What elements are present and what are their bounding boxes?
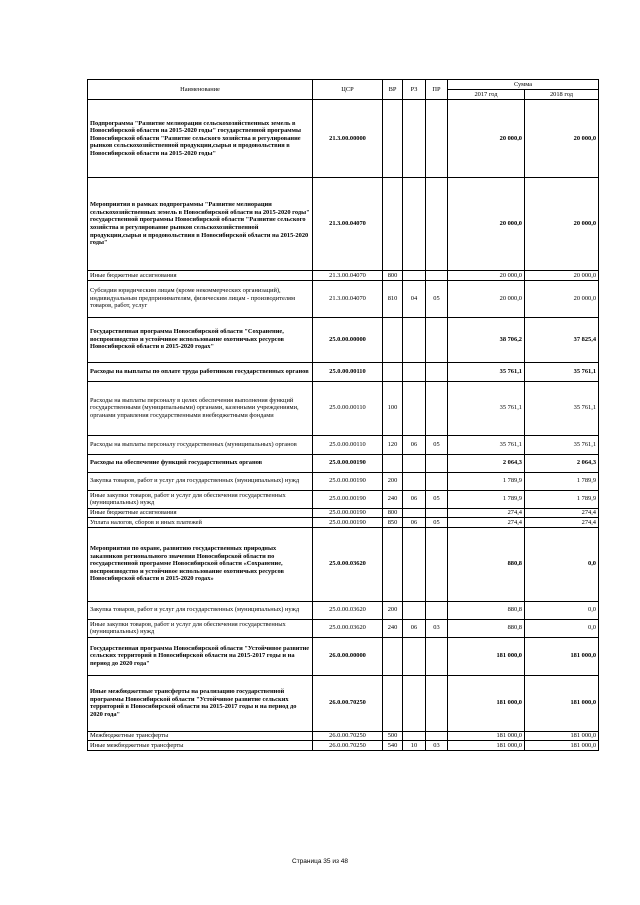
header-year-2017: 2017 год: [448, 90, 525, 100]
row-vr: 500: [383, 731, 403, 741]
row-pr: [426, 675, 448, 731]
row-name: Подпрограмма "Развитие мелиорации сельскохозяйственных земель в Новосибирской области на 2015-2020 годы" государственной программы Новосибирской области "Развитие сельского хозяйства и регулирование рынков сельскохозяйственной продукции,сырья и продовольствия в Новосибирской области на 2015-2020 годы": [88, 100, 313, 178]
budget-table: [87, 79, 599, 751]
row-vr: 100: [383, 381, 403, 435]
row-pr: 03: [426, 741, 448, 751]
row-pr: 03: [426, 619, 448, 637]
header-csr: ЦСР: [313, 80, 383, 100]
row-sum-2018: 0,0: [525, 527, 599, 601]
row-sum-2018: 35 761,1: [525, 381, 599, 435]
row-csr: 26.0.00.70250: [313, 741, 383, 751]
row-csr: 21.3.00.04070: [313, 178, 383, 271]
row-name: Межбюджетные трансферты: [88, 731, 313, 741]
row-name: Расходы на обеспечение функций государственных органов: [88, 454, 313, 472]
row-rz: [403, 362, 426, 381]
row-csr: 25.0.00.00190: [313, 518, 383, 528]
row-sum-2018: 35 761,1: [525, 362, 599, 381]
row-vr: [383, 100, 403, 178]
row-vr: 200: [383, 601, 403, 619]
row-name: Расходы на выплаты персоналу в целях обеспечения выполнения функций государственными (муниципальными) органами, казенными учреждениями, органами управления государственными внебюджетными фондами: [88, 381, 313, 435]
row-sum-2017: 38 706,2: [448, 317, 525, 362]
table-row: [88, 435, 599, 454]
table-row: [88, 619, 599, 637]
row-rz: [403, 454, 426, 472]
row-pr: [426, 454, 448, 472]
table-row: [88, 454, 599, 472]
row-sum-2018: 181 000,0: [525, 637, 599, 675]
row-sum-2017: 35 761,1: [448, 362, 525, 381]
table-row: [88, 472, 599, 490]
row-name: Иные бюджетные ассигнования: [88, 271, 313, 281]
row-rz: [403, 100, 426, 178]
row-sum-2017: 20 000,0: [448, 178, 525, 271]
row-csr: 21.3.00.00000: [313, 100, 383, 178]
row-vr: 540: [383, 741, 403, 751]
table-row: [88, 178, 599, 271]
row-name: Мероприятия в рамках подпрограммы "Развитие мелиорации сельскохозяйственных земель в Новосибирской области на 2015-2020 годы" государственной программы Новосибирской области "Развитие сельского хозяйства и регулирование рынков сельскохозяйственной продукции,сырья и продовольствия в Новосибирской области на 2015-2020 годы": [88, 178, 313, 271]
row-pr: [426, 527, 448, 601]
row-sum-2018: 274,4: [525, 508, 599, 518]
page-number: Страница 35 из 48: [292, 858, 348, 865]
table-row: [88, 271, 599, 281]
row-csr: 25.0.00.00110: [313, 435, 383, 454]
row-vr: [383, 637, 403, 675]
row-rz: [403, 601, 426, 619]
row-csr: 25.0.00.00110: [313, 381, 383, 435]
row-csr: 26.0.00.70250: [313, 675, 383, 731]
row-rz: [403, 381, 426, 435]
row-sum-2017: 181 000,0: [448, 741, 525, 751]
row-pr: [426, 178, 448, 271]
header-sum: Сумма: [448, 80, 599, 90]
row-sum-2017: 35 761,1: [448, 435, 525, 454]
table-row: [88, 317, 599, 362]
row-name: Иные межбюджетные трансферты на реализацию государственной программы Новосибирской области "Устойчивое развитие сельских территорий в Новосибирской области на 2015-2017 годы и на период до 2020 года": [88, 675, 313, 731]
row-rz: [403, 472, 426, 490]
header-pr: ПР: [426, 80, 448, 100]
row-rz: [403, 637, 426, 675]
row-vr: 240: [383, 619, 403, 637]
row-sum-2017: 20 000,0: [448, 100, 525, 178]
row-sum-2017: 880,8: [448, 619, 525, 637]
row-sum-2017: 20 000,0: [448, 271, 525, 281]
row-vr: 850: [383, 518, 403, 528]
table-row: [88, 280, 599, 317]
row-name: Иные закупки товаров, работ и услуг для обеспечения государственных (муниципальных) нужд: [88, 619, 313, 637]
row-pr: 05: [426, 490, 448, 508]
row-sum-2018: 181 000,0: [525, 741, 599, 751]
row-sum-2018: 35 761,1: [525, 435, 599, 454]
row-pr: 05: [426, 435, 448, 454]
row-vr: 810: [383, 280, 403, 317]
row-pr: 05: [426, 518, 448, 528]
row-pr: [426, 472, 448, 490]
row-sum-2018: 20 000,0: [525, 271, 599, 281]
row-rz: [403, 271, 426, 281]
table-row: [88, 490, 599, 508]
row-csr: 26.0.00.00000: [313, 637, 383, 675]
row-name: Субсидии юридическим лицам (кроме некоммерческих организаций), индивидуальным предпринимателям, физическим лицам - производителям товаров, работ, услуг: [88, 280, 313, 317]
row-name: Иные межбюджетные трансферты: [88, 741, 313, 751]
table-body: [88, 100, 599, 751]
row-sum-2017: 2 064,3: [448, 454, 525, 472]
row-name: Закупка товаров, работ и услуг для государственных (муниципальных) нужд: [88, 601, 313, 619]
row-rz: [403, 178, 426, 271]
row-csr: 25.0.00.03620: [313, 601, 383, 619]
table-row: [88, 508, 599, 518]
row-sum-2018: 20 000,0: [525, 100, 599, 178]
row-csr: 25.0.00.00190: [313, 454, 383, 472]
row-sum-2018: 181 000,0: [525, 675, 599, 731]
row-csr: 25.0.00.00190: [313, 508, 383, 518]
row-sum-2018: 20 000,0: [525, 280, 599, 317]
row-rz: 10: [403, 741, 426, 751]
row-csr: 25.0.00.00190: [313, 490, 383, 508]
row-csr: 25.0.00.00110: [313, 362, 383, 381]
table-row: [88, 601, 599, 619]
table-row: [88, 731, 599, 741]
row-vr: 200: [383, 472, 403, 490]
row-sum-2018: 0,0: [525, 601, 599, 619]
row-csr: 25.0.00.03620: [313, 527, 383, 601]
row-sum-2017: 181 000,0: [448, 731, 525, 741]
row-name: Мероприятия по охране, развитию государственных природных заказников регионального значения Новосибирской области по государственной программе Новосибирской области «Сохранение, воспроизводство и устойчивое использование охотничьих ресурсов Новосибирской области в 2015-2020 годах»: [88, 527, 313, 601]
row-pr: [426, 100, 448, 178]
table-row: [88, 381, 599, 435]
row-name: Расходы на выплаты по оплате труда работников государственных органов: [88, 362, 313, 381]
table-row: [88, 637, 599, 675]
header-year-2018: 2018 год: [525, 90, 599, 100]
row-name: Расходы на выплаты персоналу государственных (муниципальных) органов: [88, 435, 313, 454]
row-vr: [383, 454, 403, 472]
header-rz: РЗ: [403, 80, 426, 100]
row-vr: [383, 675, 403, 731]
row-sum-2017: 1 789,9: [448, 472, 525, 490]
row-sum-2018: 1 789,9: [525, 472, 599, 490]
row-sum-2017: 880,8: [448, 527, 525, 601]
row-vr: [383, 527, 403, 601]
row-pr: [426, 508, 448, 518]
row-rz: [403, 731, 426, 741]
row-sum-2017: 274,4: [448, 508, 525, 518]
row-vr: [383, 317, 403, 362]
row-sum-2018: 1 789,9: [525, 490, 599, 508]
row-csr: 25.0.00.00190: [313, 472, 383, 490]
row-name: Уплата налогов, сборов и иных платежей: [88, 518, 313, 528]
row-pr: [426, 362, 448, 381]
row-rz: 06: [403, 518, 426, 528]
table-row: [88, 100, 599, 178]
table-row: [88, 518, 599, 528]
row-rz: [403, 317, 426, 362]
row-pr: [426, 601, 448, 619]
row-sum-2018: 2 064,3: [525, 454, 599, 472]
row-sum-2018: 181 000,0: [525, 731, 599, 741]
row-rz: [403, 675, 426, 731]
row-name: Государственная программа Новосибирской области "Устойчивое развитие сельских территорий в Новосибирской области на 2015-2017 годы и на период до 2020 года": [88, 637, 313, 675]
row-rz: 06: [403, 435, 426, 454]
row-pr: [426, 317, 448, 362]
row-csr: 25.0.00.00000: [313, 317, 383, 362]
row-sum-2018: 37 825,4: [525, 317, 599, 362]
row-rz: 04: [403, 280, 426, 317]
row-sum-2017: 181 000,0: [448, 675, 525, 731]
row-pr: [426, 637, 448, 675]
row-pr: [426, 731, 448, 741]
row-csr: 21.3.00.04070: [313, 280, 383, 317]
row-sum-2017: 880,8: [448, 601, 525, 619]
table-row: [88, 362, 599, 381]
row-sum-2018: 0,0: [525, 619, 599, 637]
row-sum-2018: 20 000,0: [525, 178, 599, 271]
row-sum-2017: 1 789,9: [448, 490, 525, 508]
row-pr: [426, 271, 448, 281]
row-sum-2017: 35 761,1: [448, 381, 525, 435]
row-vr: [383, 362, 403, 381]
header-name: Наименование: [88, 80, 313, 100]
row-vr: [383, 178, 403, 271]
header-vr: ВР: [383, 80, 403, 100]
row-csr: 26.0.00.70250: [313, 731, 383, 741]
row-vr: 120: [383, 435, 403, 454]
table-row: [88, 527, 599, 601]
row-name: Закупка товаров, работ и услуг для государственных (муниципальных) нужд: [88, 472, 313, 490]
row-rz: 06: [403, 619, 426, 637]
row-pr: [426, 381, 448, 435]
row-rz: [403, 527, 426, 601]
row-name: Иные закупки товаров, работ и услуг для обеспечения государственных (муниципальных) нужд: [88, 490, 313, 508]
row-name: Иные бюджетные ассигнования: [88, 508, 313, 518]
row-name: Государственная программа Новосибирской области "Сохранение, воспроизводство и устойчивое использование охотничьих ресурсов Новосибирской области в 2015-2020 годах": [88, 317, 313, 362]
row-pr: 05: [426, 280, 448, 317]
table-row: [88, 741, 599, 751]
row-rz: 06: [403, 490, 426, 508]
row-sum-2017: 181 000,0: [448, 637, 525, 675]
row-sum-2017: 20 000,0: [448, 280, 525, 317]
row-sum-2018: 274,4: [525, 518, 599, 528]
row-vr: 800: [383, 508, 403, 518]
row-vr: 240: [383, 490, 403, 508]
row-rz: [403, 508, 426, 518]
row-csr: 21.3.00.04070: [313, 271, 383, 281]
table-row: [88, 675, 599, 731]
row-vr: 800: [383, 271, 403, 281]
row-csr: 25.0.00.03620: [313, 619, 383, 637]
row-sum-2017: 274,4: [448, 518, 525, 528]
